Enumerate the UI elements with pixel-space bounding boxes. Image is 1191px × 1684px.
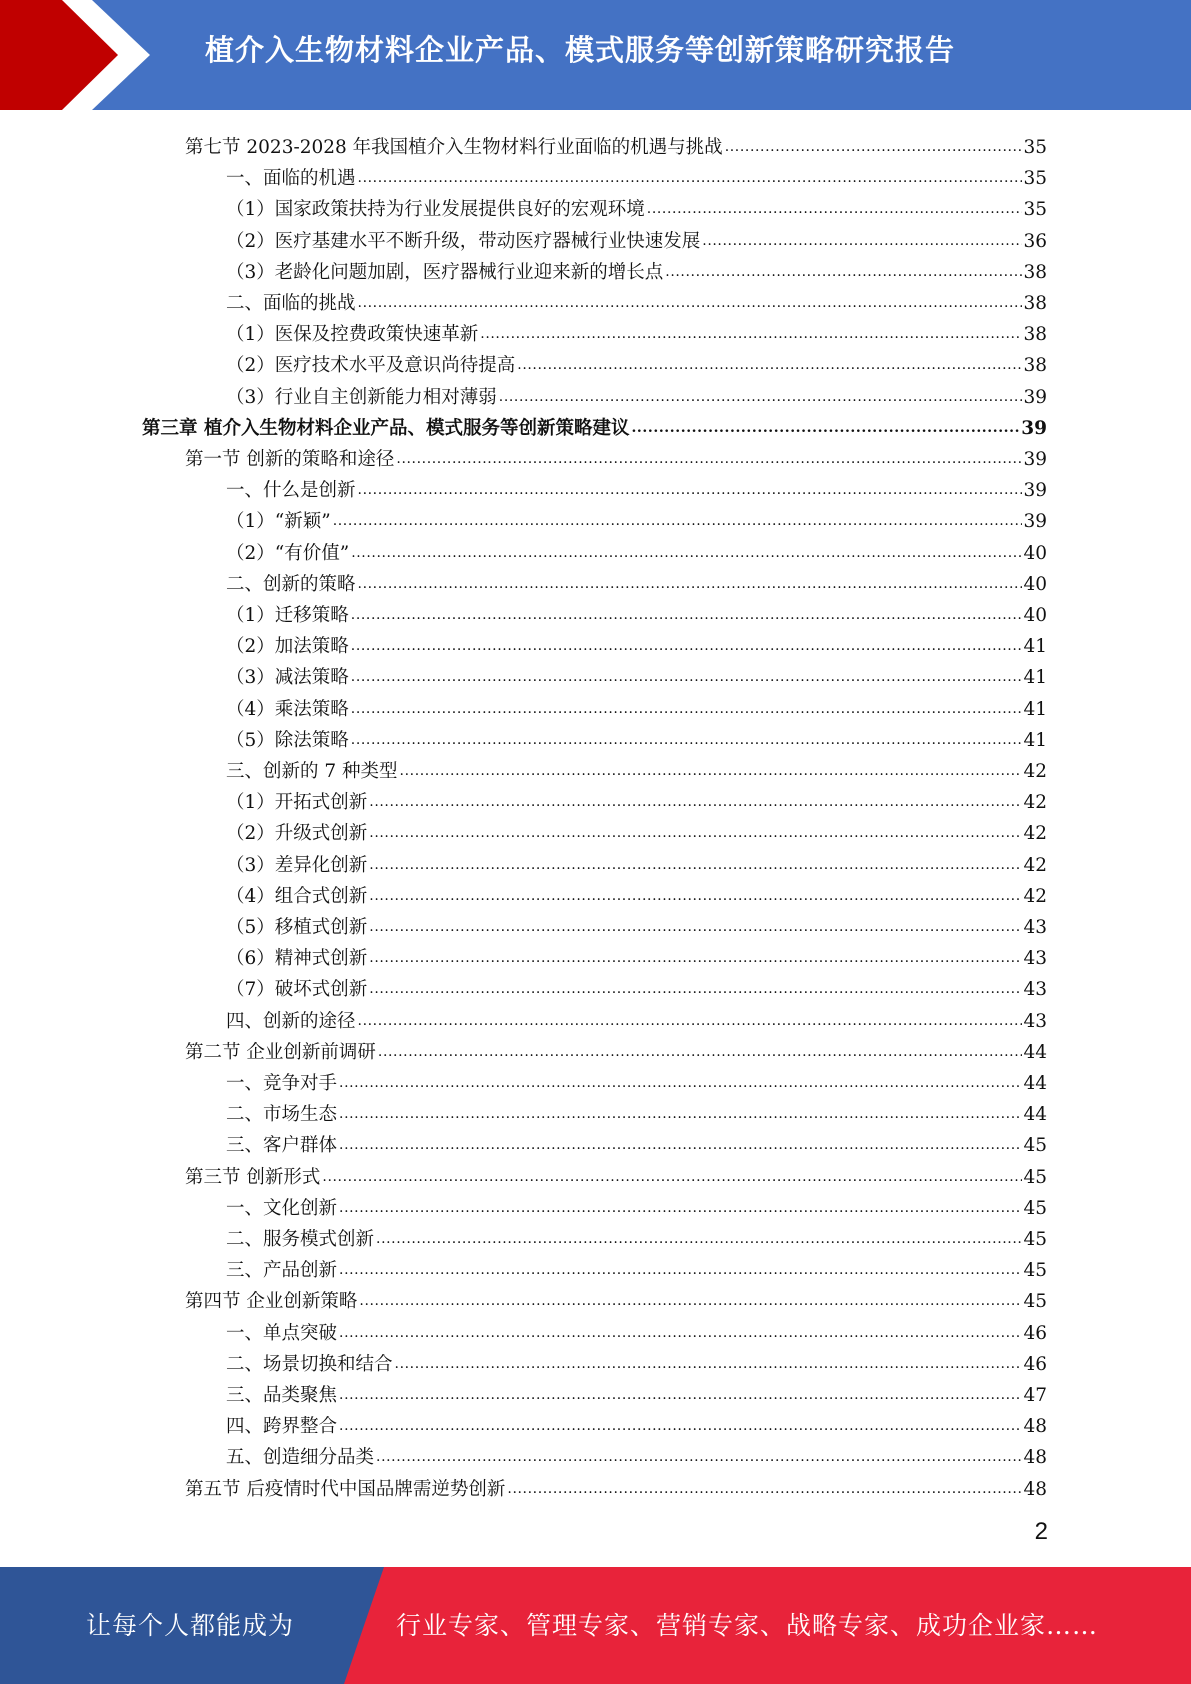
toc-dot-leader bbox=[339, 1104, 1022, 1126]
toc-dot-leader bbox=[359, 1291, 1022, 1313]
toc-dot-leader bbox=[358, 293, 1023, 315]
toc-entry-label: 五、创造细分品类 bbox=[226, 1447, 375, 1469]
footer-slogan-left: 让每个人都能成为 bbox=[85, 1611, 294, 1640]
toc-entry-page: 43 bbox=[1023, 917, 1047, 938]
toc-entry[interactable] bbox=[226, 877, 1047, 908]
toc-entry-page: 35 bbox=[1023, 137, 1047, 158]
toc-entry[interactable] bbox=[226, 627, 1047, 658]
toc-entry-page: 42 bbox=[1023, 854, 1047, 876]
page-number: 2 bbox=[1034, 1518, 1048, 1545]
toc-entry[interactable] bbox=[226, 534, 1047, 565]
toc-entry-label: 一、面临的机遇 bbox=[226, 168, 356, 190]
toc-dot-leader bbox=[369, 979, 1022, 1001]
toc-dot-leader bbox=[725, 137, 1023, 159]
toc-entry-label: 四、跨界整合 bbox=[226, 1416, 338, 1438]
toc-dot-leader bbox=[376, 1447, 1022, 1469]
toc-entry[interactable] bbox=[185, 1470, 1047, 1501]
toc-entry-page: 36 bbox=[1023, 230, 1047, 252]
toc-entry-label: 二、面临的挑战 bbox=[226, 293, 356, 314]
toc-entry-label: 第五节 后疫情时代中国品牌需逆势创新 bbox=[185, 1478, 506, 1500]
toc-dot-leader bbox=[351, 699, 1023, 721]
toc-entry-page: 41 bbox=[1023, 729, 1047, 751]
toc-entry[interactable] bbox=[226, 471, 1047, 502]
toc-dot-leader bbox=[339, 1416, 1022, 1438]
toc-dot-leader bbox=[395, 1354, 1023, 1376]
toc-entry-label: 二、市场生态 bbox=[226, 1104, 338, 1126]
toc-entry-page: 45 bbox=[1023, 1229, 1047, 1250]
toc-dot-leader bbox=[351, 730, 1023, 752]
toc-dot-leader bbox=[396, 449, 1022, 471]
toc-entry[interactable] bbox=[226, 814, 1047, 845]
toc-entry-page: 40 bbox=[1023, 605, 1047, 626]
toc-dot-leader bbox=[702, 231, 1022, 253]
toc-entry-page: 42 bbox=[1023, 761, 1047, 782]
toc-dot-leader bbox=[333, 511, 1023, 533]
toc-entry-label: 三、产品创新 bbox=[226, 1260, 338, 1282]
toc-entry-page: 40 bbox=[1023, 542, 1047, 564]
toc-dot-leader bbox=[369, 886, 1022, 908]
toc-entry[interactable] bbox=[185, 128, 1047, 159]
toc-dot-leader bbox=[358, 168, 1023, 190]
toc-entry[interactable] bbox=[226, 908, 1047, 939]
toc-entry-page: 38 bbox=[1023, 355, 1047, 377]
toc-entry-page: 41 bbox=[1023, 698, 1047, 720]
toc-dot-leader bbox=[322, 1167, 1022, 1189]
toc-entry-label: 第三节 创新形式 bbox=[185, 1166, 321, 1188]
toc-dot-leader bbox=[358, 1011, 1023, 1033]
toc-entry-page: 39 bbox=[1023, 480, 1047, 502]
toc-entry-page: 45 bbox=[1023, 1291, 1047, 1313]
page-footer bbox=[0, 1567, 1191, 1684]
toc-dot-leader bbox=[400, 761, 1023, 783]
toc-dot-leader bbox=[647, 199, 1023, 221]
toc-entry[interactable] bbox=[226, 1126, 1047, 1157]
toc-entry[interactable] bbox=[226, 315, 1047, 346]
toc-dot-leader bbox=[378, 1042, 1023, 1064]
toc-dot-leader bbox=[369, 792, 1022, 814]
toc-entry-page: 38 bbox=[1023, 324, 1047, 346]
toc-entry-label: 一、竞争对手 bbox=[226, 1073, 338, 1094]
toc-entry[interactable] bbox=[185, 1033, 1047, 1064]
toc-entry-page: 38 bbox=[1023, 261, 1047, 283]
header-chevron-decoration bbox=[0, 0, 150, 110]
toc-entry[interactable] bbox=[226, 596, 1047, 627]
toc-entry-label: （7）破坏式创新 bbox=[226, 979, 368, 1001]
toc-dot-leader bbox=[369, 917, 1022, 939]
page-header bbox=[0, 0, 1191, 110]
toc-entry[interactable] bbox=[226, 1251, 1047, 1282]
toc-entry-page: 45 bbox=[1023, 1135, 1047, 1157]
toc-entry-page: 44 bbox=[1023, 1104, 1047, 1126]
toc-entry-label: （1）开拓式创新 bbox=[226, 792, 368, 814]
toc-entry-label: 二、创新的策略 bbox=[226, 573, 356, 595]
toc-entry[interactable] bbox=[226, 658, 1047, 689]
toc-entry[interactable] bbox=[226, 690, 1047, 721]
toc-entry-label: 四、创新的途径 bbox=[226, 1010, 356, 1032]
toc-dot-leader bbox=[339, 1135, 1022, 1157]
toc-entry[interactable] bbox=[226, 378, 1047, 409]
toc-entry-page: 48 bbox=[1023, 1447, 1047, 1469]
toc-dot-leader bbox=[351, 543, 1022, 565]
footer-slogan-right: 行业专家、管理专家、营销专家、战略专家、成功企业家…… bbox=[396, 1611, 1099, 1640]
toc-entry-page: 45 bbox=[1023, 1166, 1047, 1188]
toc-entry-label: （1）医保及控费政策快速革新 bbox=[226, 324, 479, 346]
toc-entry[interactable] bbox=[226, 939, 1047, 970]
toc-entry-page: 45 bbox=[1023, 1260, 1047, 1282]
toc-entry-page: 43 bbox=[1023, 948, 1047, 970]
toc-dot-leader bbox=[339, 1323, 1022, 1345]
toc-entry-label: （2）加法策略 bbox=[226, 636, 349, 658]
toc-entry[interactable] bbox=[226, 1438, 1047, 1469]
toc-entry-page: 39 bbox=[1023, 449, 1047, 470]
toc-entry-label: （5）移植式创新 bbox=[226, 917, 368, 938]
toc-dot-leader bbox=[358, 480, 1023, 502]
toc-dot-leader bbox=[369, 948, 1022, 970]
toc-entry-page: 46 bbox=[1023, 1322, 1047, 1344]
toc-entry-label: （3）行业自主创新能力相对薄弱 bbox=[226, 386, 497, 408]
toc-entry-label: 三、客户群体 bbox=[226, 1135, 338, 1157]
toc-entry[interactable] bbox=[185, 1282, 1047, 1313]
toc-dot-leader bbox=[480, 324, 1022, 346]
toc-entry-label: （4）组合式创新 bbox=[226, 885, 368, 907]
toc-dot-leader bbox=[369, 855, 1022, 877]
toc-entry-page: 43 bbox=[1023, 1010, 1047, 1032]
toc-entry-page: 42 bbox=[1023, 885, 1047, 907]
toc-entry-page: 47 bbox=[1023, 1385, 1047, 1406]
toc-entry[interactable] bbox=[226, 783, 1047, 814]
toc-dot-leader bbox=[351, 636, 1023, 658]
toc-entry[interactable] bbox=[226, 502, 1047, 533]
toc-entry-page: 38 bbox=[1023, 293, 1047, 314]
toc-entry-label: 第三章 植介入生物材料企业产品、模式服务等创新策略建议 bbox=[142, 417, 630, 439]
toc-entry-page: 44 bbox=[1023, 1073, 1047, 1094]
toc-entry[interactable] bbox=[226, 1314, 1047, 1345]
toc-entry[interactable] bbox=[226, 1407, 1047, 1438]
toc-entry-page: 39 bbox=[1021, 417, 1047, 439]
toc-entry[interactable] bbox=[226, 721, 1047, 752]
toc-dot-leader bbox=[376, 1229, 1022, 1251]
report-title: 植介入生物材料企业产品、模式服务等创新策略研究报告 bbox=[205, 33, 956, 67]
toc-dot-leader bbox=[351, 605, 1023, 627]
toc-entry[interactable] bbox=[185, 440, 1047, 471]
toc-entry[interactable] bbox=[226, 1189, 1047, 1220]
toc-entry[interactable] bbox=[226, 1095, 1047, 1126]
toc-entry-label: 二、场景切换和结合 bbox=[226, 1353, 393, 1375]
toc-entry-page: 42 bbox=[1023, 792, 1047, 814]
toc-entry[interactable] bbox=[185, 1158, 1047, 1189]
toc-entry[interactable] bbox=[226, 222, 1047, 253]
toc-entry-page: 41 bbox=[1023, 667, 1047, 689]
toc-entry[interactable] bbox=[226, 253, 1047, 284]
toc-entry[interactable] bbox=[226, 190, 1047, 221]
toc-entry-label: 第四节 企业创新策略 bbox=[185, 1291, 358, 1313]
toc-entry-page: 46 bbox=[1023, 1353, 1047, 1375]
toc-entry-label: （3）减法策略 bbox=[226, 667, 349, 689]
toc-entry-page: 40 bbox=[1023, 573, 1047, 595]
toc-entry[interactable] bbox=[226, 846, 1047, 877]
toc-entry[interactable] bbox=[226, 284, 1047, 315]
toc-entry[interactable] bbox=[226, 1345, 1047, 1376]
toc-entry-page: 41 bbox=[1023, 636, 1047, 658]
toc-entry-label: （3）差异化创新 bbox=[226, 854, 368, 876]
toc-entry-page: 48 bbox=[1023, 1416, 1047, 1438]
toc-chapter-entry[interactable] bbox=[142, 409, 1047, 440]
toc-dot-leader bbox=[358, 574, 1023, 596]
toc-entry-page: 44 bbox=[1023, 1041, 1047, 1063]
toc-dot-leader bbox=[339, 1198, 1022, 1220]
toc-entry[interactable] bbox=[226, 346, 1047, 377]
toc-entry[interactable] bbox=[226, 565, 1047, 596]
toc-entry[interactable] bbox=[226, 1002, 1047, 1033]
toc-entry-page: 39 bbox=[1023, 511, 1047, 533]
toc-entry[interactable] bbox=[226, 1220, 1047, 1251]
toc-entry-page: 45 bbox=[1023, 1197, 1047, 1219]
toc-entry-label: （5）除法策略 bbox=[226, 729, 349, 751]
toc-entry-page: 43 bbox=[1023, 979, 1047, 1001]
toc-dot-leader bbox=[369, 823, 1022, 845]
toc-dot-leader bbox=[339, 1385, 1022, 1407]
toc-entry-label: （2）医疗基建水平不断升级，带动医疗器械行业快速发展 bbox=[226, 230, 701, 252]
toc-dot-leader bbox=[517, 355, 1022, 377]
toc-entry-label: （2）升级式创新 bbox=[226, 823, 368, 845]
toc-entry-label: 一、什么是创新 bbox=[226, 480, 356, 502]
toc-entry-label: （1）迁移策略 bbox=[226, 605, 349, 626]
toc-entry-label: 第七节 2023-2028 年我国植介入生物材料行业面临的机遇与挑战 bbox=[185, 137, 723, 158]
toc-dot-leader bbox=[351, 667, 1023, 689]
toc-entry-page: 42 bbox=[1023, 823, 1047, 845]
toc-entry-label: 三、品类聚焦 bbox=[226, 1385, 338, 1406]
toc-dot-leader bbox=[339, 1260, 1022, 1282]
toc-entry-label: （1）“新颖” bbox=[226, 511, 331, 533]
toc-entry[interactable] bbox=[226, 752, 1047, 783]
toc-entry-label: （4）乘法策略 bbox=[226, 698, 349, 720]
toc-entry-label: 三、创新的 7 种类型 bbox=[226, 761, 398, 782]
toc-entry-page: 35 bbox=[1023, 168, 1047, 190]
toc-entry[interactable] bbox=[226, 1376, 1047, 1407]
toc-entry[interactable] bbox=[226, 159, 1047, 190]
toc-entry-label: （3）老龄化问题加剧，医疗器械行业迎来新的增长点 bbox=[226, 261, 664, 283]
toc-entry-label: 第一节 创新的策略和途径 bbox=[185, 449, 395, 470]
toc-entry-page: 48 bbox=[1023, 1478, 1047, 1500]
toc-entry[interactable] bbox=[226, 970, 1047, 1001]
toc-entry-label: （6）精神式创新 bbox=[226, 948, 368, 970]
toc-entry-label: （1）国家政策扶持为行业发展提供良好的宏观环境 bbox=[226, 199, 645, 221]
toc-dot-leader bbox=[339, 1073, 1022, 1095]
toc-entry-label: （2）“有价值” bbox=[226, 542, 350, 564]
toc-entry-label: 一、文化创新 bbox=[226, 1197, 338, 1219]
toc-entry[interactable] bbox=[226, 1064, 1047, 1095]
toc-entry-label: 第二节 企业创新前调研 bbox=[185, 1041, 376, 1063]
toc-entry-page: 39 bbox=[1023, 386, 1047, 408]
toc-entry-label: （2）医疗技术水平及意识尚待提高 bbox=[226, 355, 516, 377]
toc-dot-leader bbox=[631, 418, 1020, 440]
toc-dot-leader bbox=[499, 387, 1023, 409]
toc-dot-leader bbox=[507, 1479, 1022, 1501]
toc-entry-page: 35 bbox=[1023, 199, 1047, 221]
toc-dot-leader bbox=[665, 262, 1022, 284]
toc-entry-label: 二、服务模式创新 bbox=[226, 1229, 375, 1250]
toc-entry-label: 一、单点突破 bbox=[226, 1322, 338, 1344]
